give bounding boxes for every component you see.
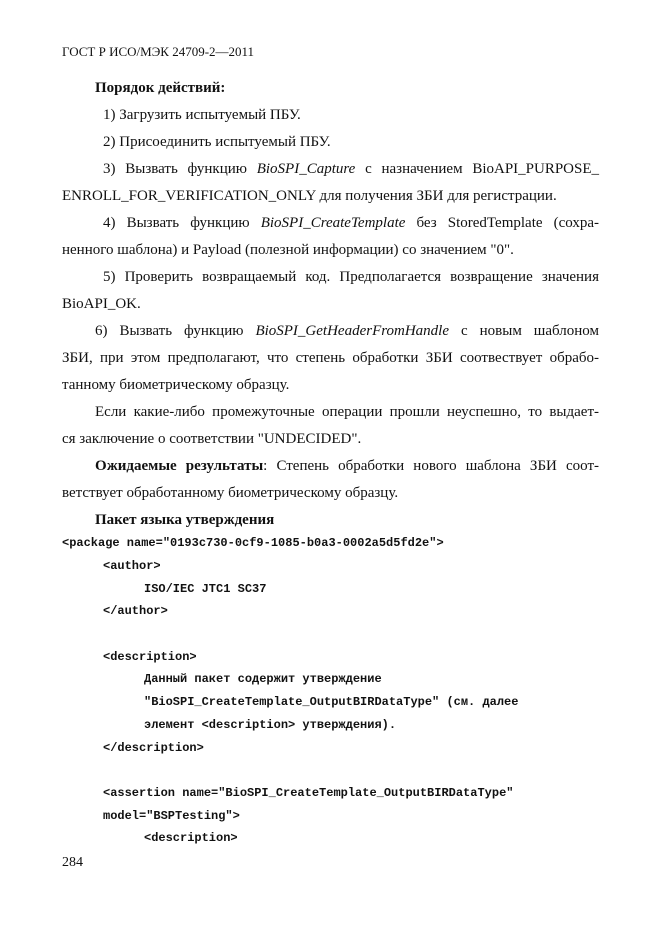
step-4-suffix: без StoredTemplate (сохра-	[416, 215, 600, 231]
procedure-heading: Порядок действий:	[95, 80, 226, 96]
running-header: ГОСТ Р ИСО/МЭК 24709-2—2011	[62, 44, 255, 59]
step-2: 2) Присоединить испытуемый ПБУ.	[103, 134, 331, 150]
code-line: ISO/IEC JTC1 SC37	[144, 582, 267, 596]
expected-line-2: ветствует обработанному биометрическому образцу.	[62, 485, 399, 501]
step-6-function: BioSPI_GetHeaderFromHandle	[255, 323, 450, 339]
step-6-line-3: танному биометрическому образцу.	[62, 377, 290, 393]
code-line: <assertion name="BioSPI_CreateTemplate_OutputBIRDataType"	[103, 786, 514, 800]
step-4-prefix: 4) Вызвать функцию	[103, 215, 250, 231]
step-5-line-2: BioAPI_OK.	[62, 296, 141, 312]
failure-line-1: Если какие-либо промежуточные операции прошли неуспешно, то выдает-	[95, 404, 599, 420]
code-line: Данный пакет содержит утверждение	[144, 672, 382, 686]
step-4-function: BioSPI_CreateTemplate	[260, 215, 406, 231]
code-line: <description>	[103, 650, 197, 664]
code-line: model="BSPTesting">	[103, 809, 240, 823]
code-line: <author>	[103, 559, 161, 573]
step-6-line-2: ЗБИ, при этом предполагают, что степень обработки ЗБИ соотвествует обрабо-	[62, 350, 599, 366]
step-5-line-1: 5) Проверить возвращаемый код. Предполагается возвращение значения	[103, 269, 599, 285]
step-3-suffix: с назначением BioAPI_PURPOSE_	[365, 161, 600, 177]
expected-line-1	[95, 457, 599, 475]
code-line: <description>	[144, 831, 238, 845]
code-line: </description>	[103, 741, 204, 755]
step-4-line-2: ненного шаблона) и Payload (полезной информации) со значением "0".	[62, 242, 514, 258]
expected-label: Ожидаемые результаты	[95, 458, 264, 474]
code-line: элемент <description> утверждения).	[144, 718, 397, 732]
step-3-line-1	[103, 160, 599, 178]
page-number: 284	[62, 855, 83, 870]
code-line: "BioSPI_CreateTemplate_OutputBIRDataType" (см. далее	[144, 695, 519, 709]
step-1: 1) Загрузить испытуемый ПБУ.	[103, 107, 301, 123]
package-heading: Пакет языка утверждения	[95, 512, 275, 528]
code-line: </author>	[103, 604, 168, 618]
step-3-prefix: 3) Вызвать функцию	[103, 161, 247, 177]
step-4-line-1	[103, 214, 599, 232]
step-6-line-1	[95, 322, 599, 340]
failure-line-2: ся заключение о соответствии "UNDECIDED".	[62, 431, 362, 447]
step-3-function: BioSPI_Capture	[256, 161, 356, 177]
step-6-suffix: с новым шаблоном	[461, 323, 599, 339]
step-3-line-2: ENROLL_FOR_VERIFICATION_ONLY для получения ЗБИ для регистрации.	[62, 188, 557, 204]
expected-text: : Степень обработки нового шаблона ЗБИ соот-	[263, 458, 600, 474]
step-6-prefix: 6) Вызвать функцию	[95, 323, 244, 339]
code-line: <package name="0193c730-0cf9-1085-b0a3-0002a5d5fd2e">	[62, 536, 444, 550]
